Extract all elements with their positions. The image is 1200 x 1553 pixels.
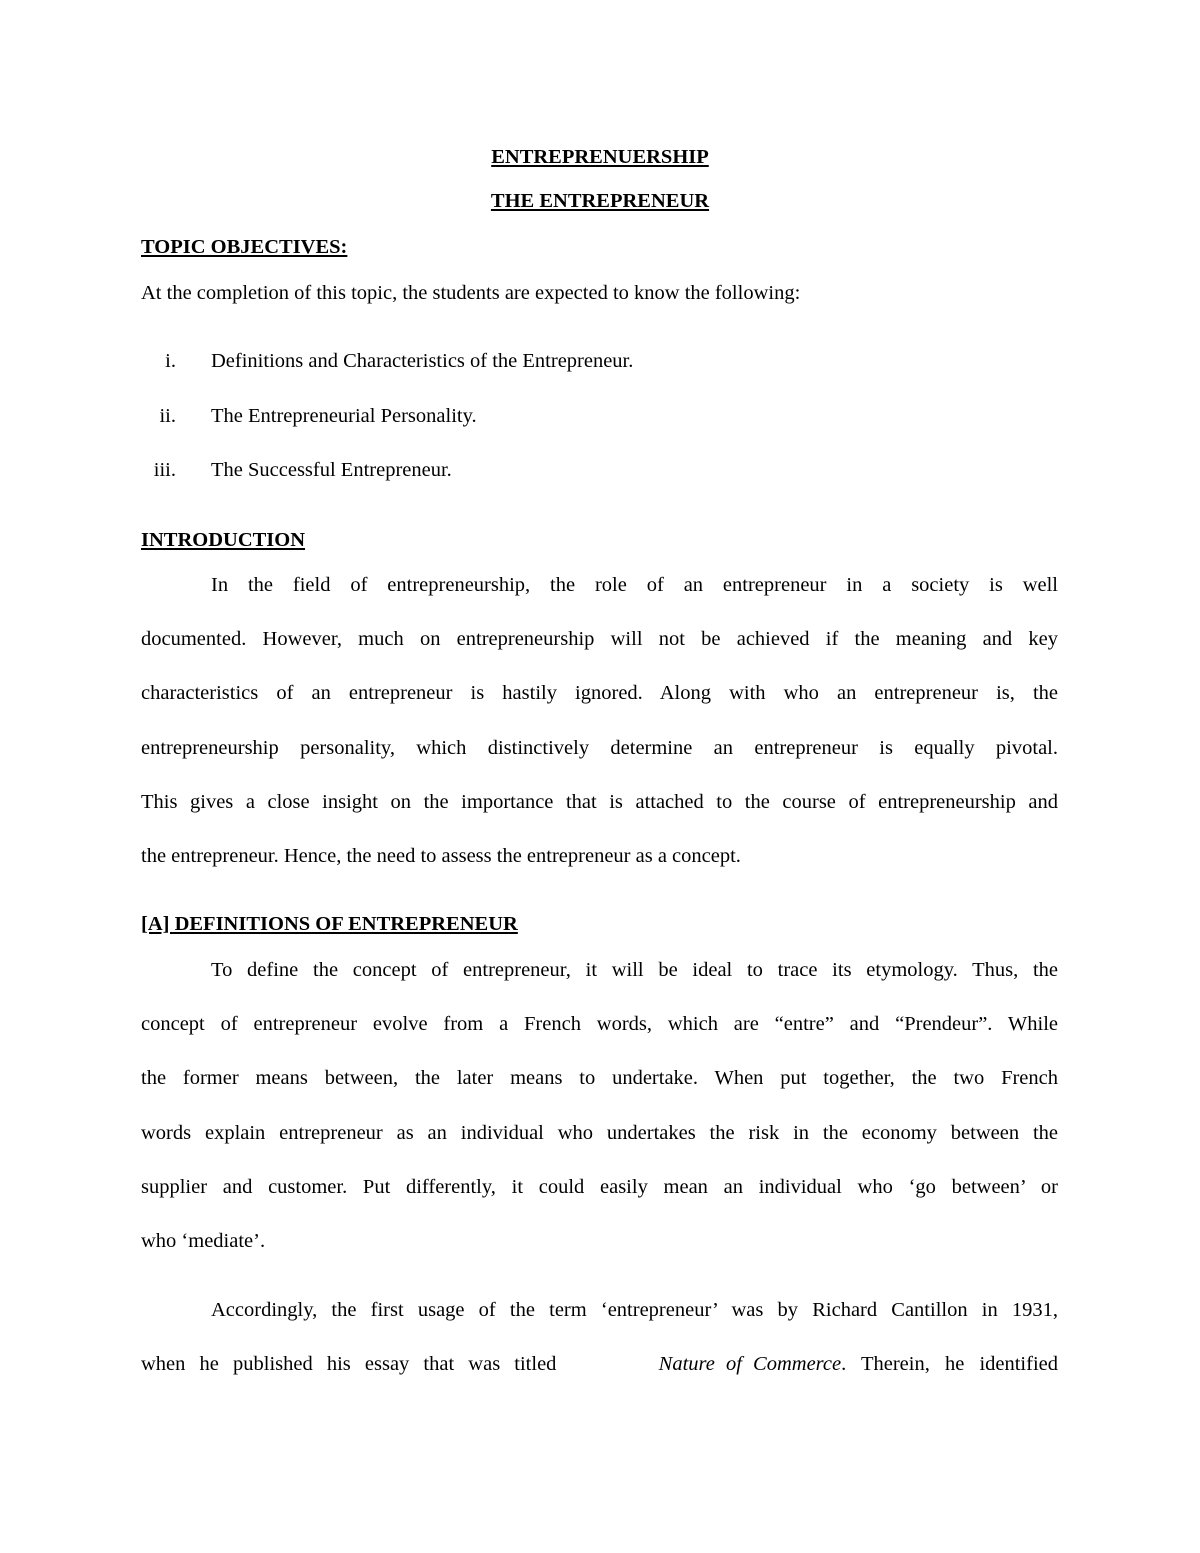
definitions-heading: [A] DEFINITIONS OF ENTREPRENEUR [141, 913, 518, 935]
paragraph-line: entrepreneurship personality, which distinctively determine an entrepreneur is equally pivotal. [141, 737, 1058, 759]
paragraph-line: words explain entrepreneur as an individual who undertakes the risk in the economy between the [141, 1122, 1058, 1144]
paragraph-line: documented. However, much on entrepreneurship will not be achieved if the meaning and key [141, 628, 1058, 650]
objectives-heading: TOPIC OBJECTIVES: [141, 236, 348, 258]
introduction-heading: INTRODUCTION [141, 529, 306, 551]
paragraph-line [141, 1350, 1058, 1378]
list-item-number: iii. [153, 459, 176, 481]
essay-title: Nature of Commerce [658, 1353, 842, 1375]
list-item-text: The Entrepreneurial Personality. [211, 405, 477, 427]
paragraph-line: the entrepreneur. Hence, the need to assess the entrepreneur as a concept. [141, 845, 741, 867]
paragraph-line: In the field of entrepreneurship, the role of an entrepreneur in a society is well [211, 574, 1058, 596]
paragraph-line: Accordingly, the first usage of the term ‘entrepreneur’ was by Richard Cantillon in 1931, [211, 1299, 1058, 1321]
line-words [141, 1350, 1058, 1378]
text-run: . Therein, he identified [841, 1353, 1058, 1375]
paragraph-line: characteristics of an entrepreneur is hastily ignored. Along with who an entrepreneur is, the [141, 682, 1058, 704]
document-title: ENTREPRENUERSHIP [491, 146, 709, 168]
paragraph-line: To define the concept of entrepreneur, it will be ideal to trace its etymology. Thus, the [211, 959, 1058, 981]
list-item-text: The Successful Entrepreneur. [211, 459, 452, 481]
objectives-intro: At the completion of this topic, the students are expected to know the following: [141, 282, 801, 304]
paragraph-line: concept of entrepreneur evolve from a French words, which are “entre” and “Prendeur”. While [141, 1013, 1058, 1035]
paragraph-line: the former means between, the later means to undertake. When put together, the two French [141, 1067, 1058, 1089]
list-item-number: i. [165, 350, 176, 372]
document-subtitle: THE ENTREPRENEUR [490, 190, 710, 212]
paragraph-line: supplier and customer. Put differently, it could easily mean an individual who ‘go between’ or [141, 1176, 1058, 1198]
paragraph-line: This gives a close insight on the importance that is attached to the course of entrepreneurship and [141, 791, 1058, 813]
list-item-number: ii. [159, 405, 176, 427]
text-run [659, 1350, 1058, 1378]
text-run: when he published his essay that was titled [141, 1353, 557, 1375]
paragraph-line: who ‘mediate’. [141, 1230, 266, 1252]
list-item-text: Definitions and Characteristics of the Entrepreneur. [211, 350, 634, 372]
